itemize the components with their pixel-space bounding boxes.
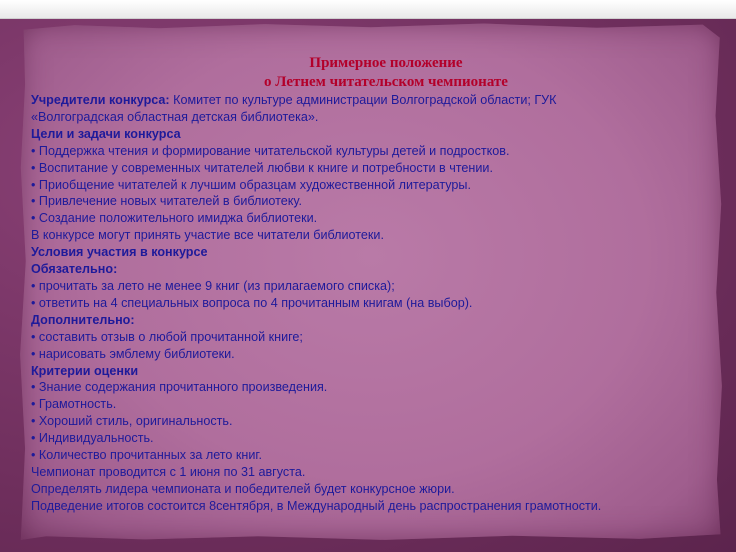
goals-item: • Приобщение читателей к лучшим образцам художественной литературы.: [31, 177, 471, 192]
criteria-item: • Грамотность.: [31, 397, 117, 412]
optional-label: Дополнительно:: [31, 312, 135, 327]
results-note: Подведение итогов состоится 8сентября, в Международный день распространения грамотности.: [31, 498, 602, 513]
goals-item: • Привлечение новых читателей в библиотеку.: [31, 194, 302, 209]
optional-item: • нарисовать эмблему библиотеки.: [31, 346, 235, 361]
conditions-heading: Условия участия в конкурсе: [31, 245, 208, 260]
goals-note: В конкурсе могут принять участие все читатели библиотеки.: [31, 228, 384, 243]
founders-text-2: «Волгоградская областная детская библиотека».: [31, 109, 319, 124]
championship-period: Чемпионат проводится с 1 июня по 31 августа.: [31, 464, 306, 479]
goals-item: • Воспитание у современных читателей любви к книге и потребности в чтении.: [31, 160, 493, 175]
required-item: • ответить на 4 специальных вопроса по 4 прочитанным книгам (на выбор).: [31, 295, 473, 310]
criteria-item: • Знание содержания прочитанного произведения.: [31, 380, 328, 395]
goals-item: • Создание положительного имиджа библиотеки.: [31, 211, 318, 226]
optional-item: • составить отзыв о любой прочитанной книге;: [31, 329, 303, 344]
jury-note: Определять лидера чемпионата и победителей будет конкурсное жюри.: [31, 481, 455, 496]
required-label: Обязательно:: [31, 262, 118, 277]
founders-line: [31, 92, 701, 109]
founders-text: Комитет по культуре администрации Волгоградской области; ГУК: [169, 93, 557, 107]
required-item: • прочитать за лето не менее 9 книг (из прилагаемого списка);: [31, 278, 395, 293]
goals-item: • Поддержка чтения и формирование читательской культуры детей и подростков.: [31, 143, 510, 158]
title-line-1: Примерное положение: [309, 55, 463, 71]
title-line-2: о Летнем читательском чемпионате: [264, 74, 508, 90]
criteria-item: • Индивидуальность.: [31, 431, 154, 446]
top-bar: [0, 0, 736, 19]
founders-label: Учредители конкурса:: [31, 93, 170, 107]
criteria-item: • Хороший стиль, оригинальность.: [31, 414, 233, 429]
goals-heading: Цели и задачи конкурса: [31, 126, 181, 141]
criteria-heading: Критерии оценки: [31, 363, 139, 378]
criteria-item: • Количество прочитанных за лето книг.: [31, 448, 262, 463]
document-content: [31, 54, 701, 515]
